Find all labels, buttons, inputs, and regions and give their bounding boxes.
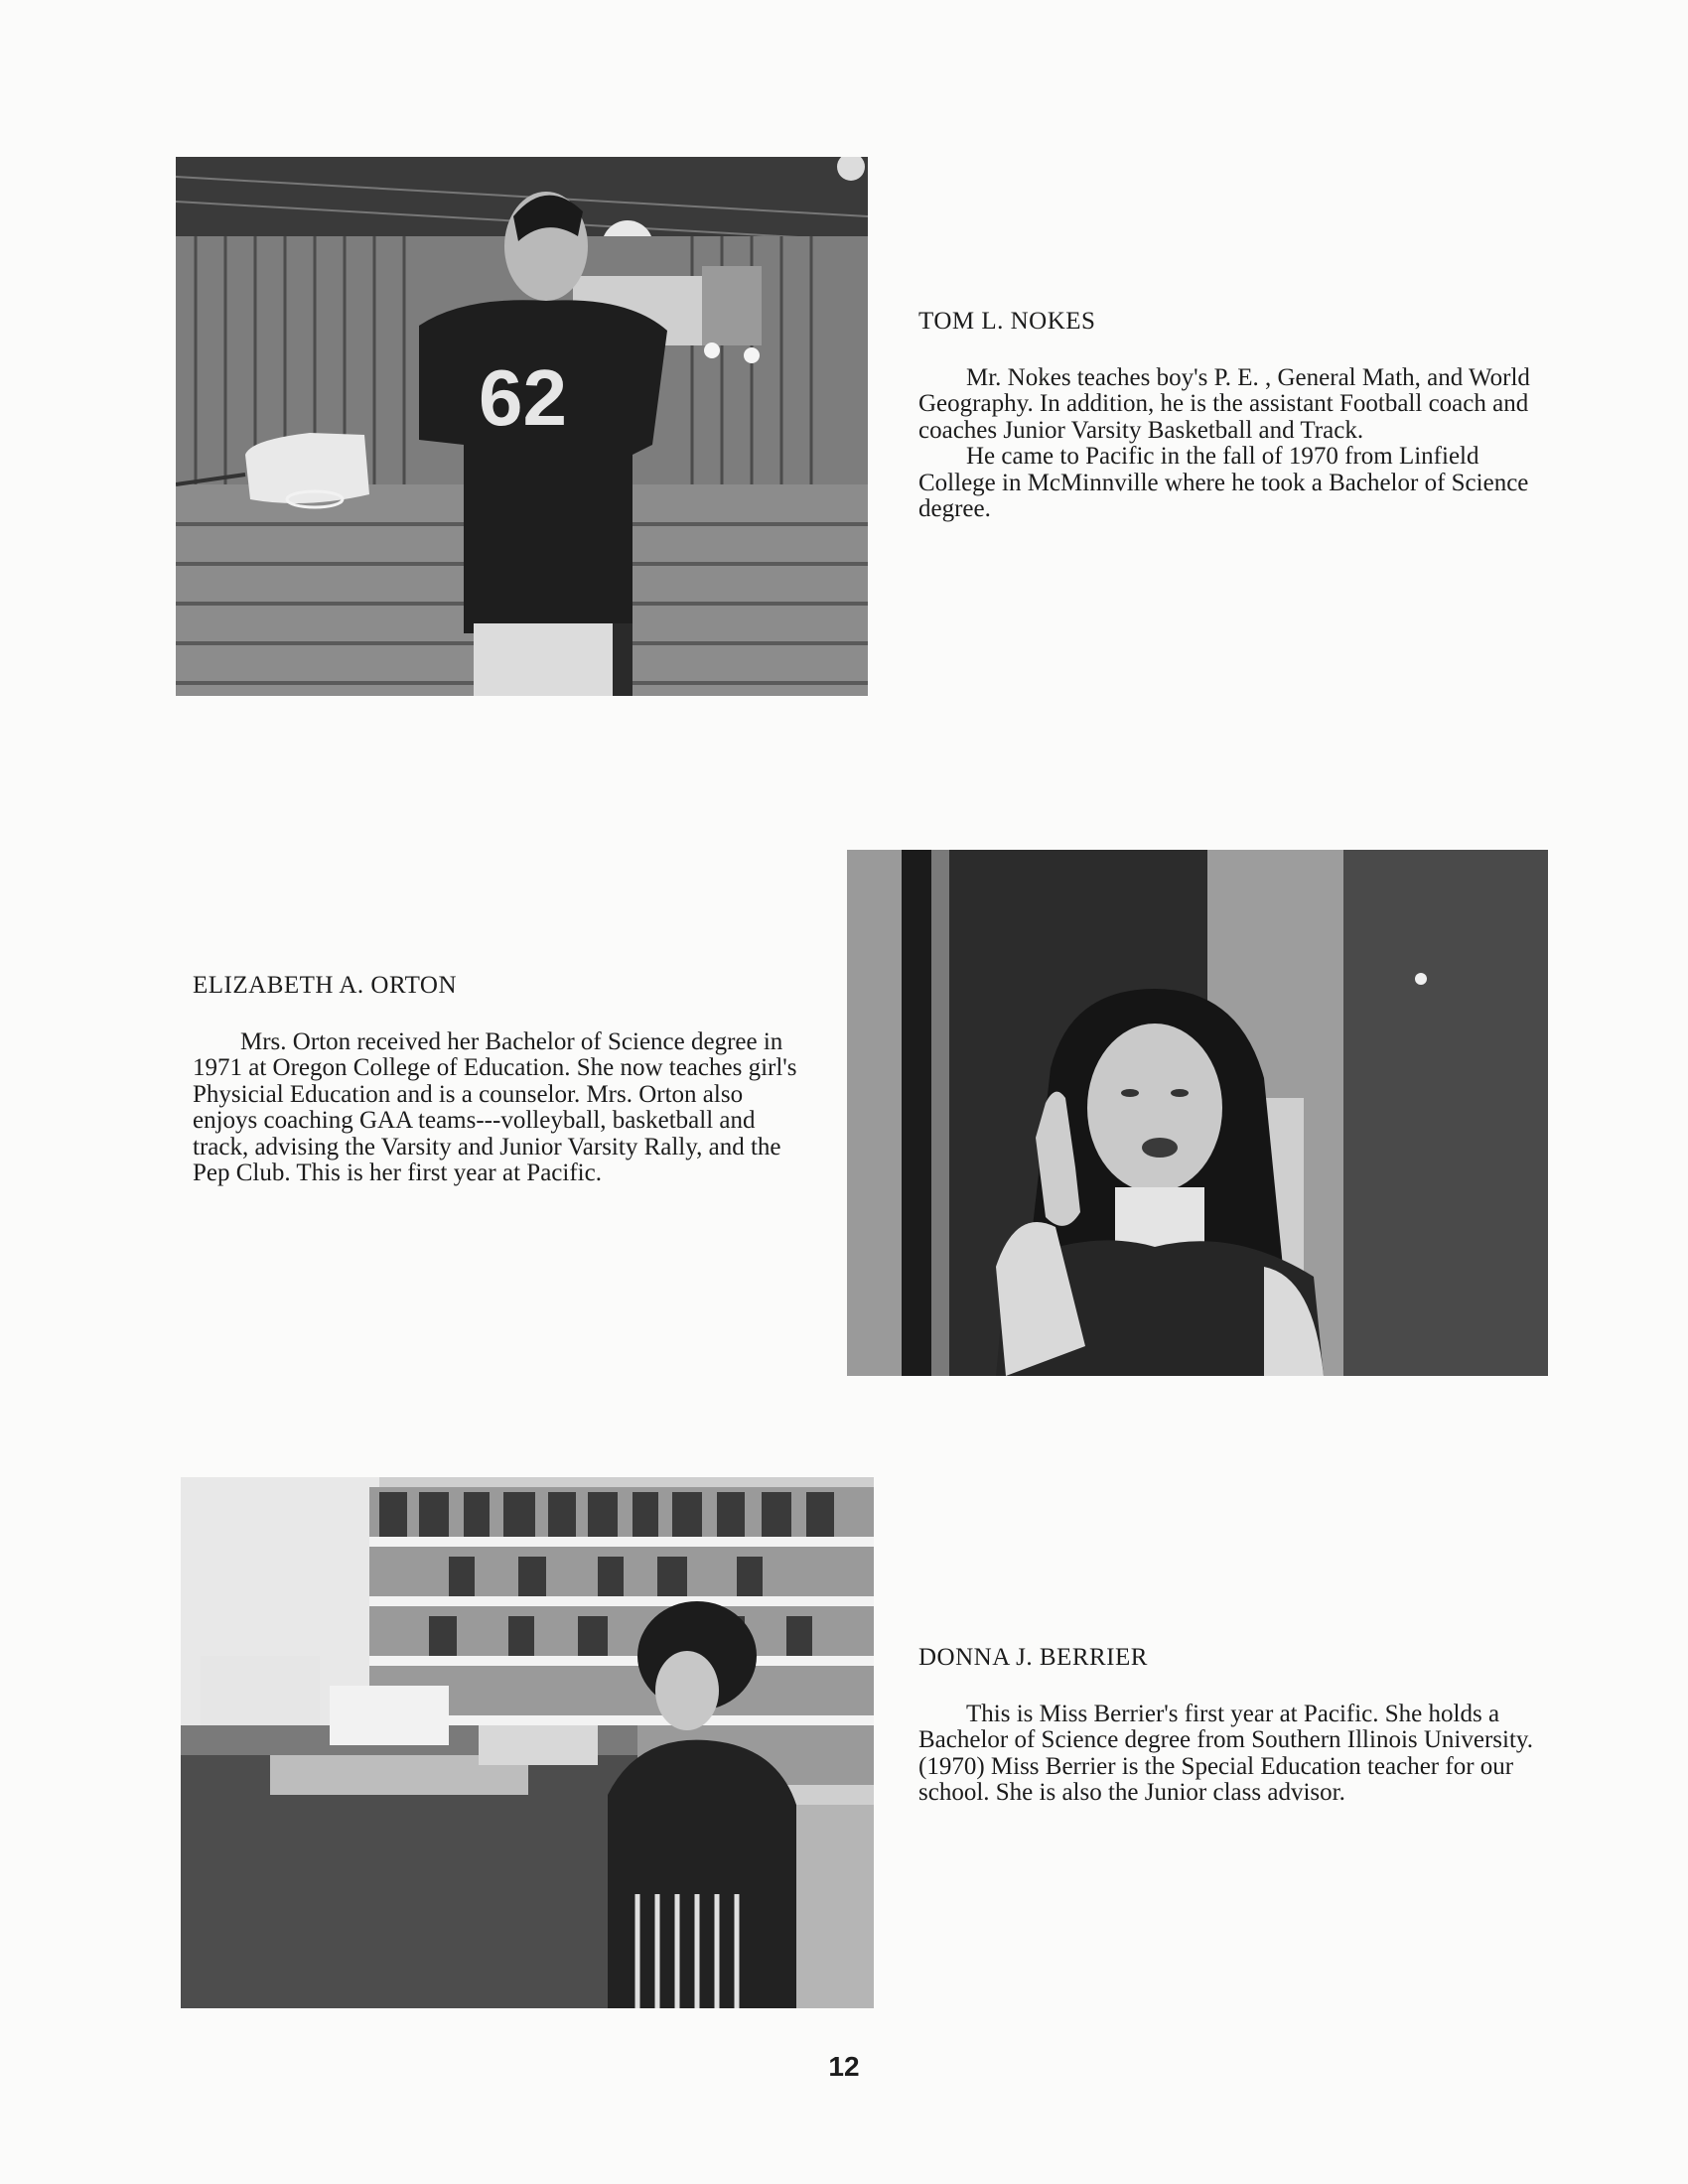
nokes-photo — [176, 157, 868, 696]
orton-bio — [193, 973, 808, 1187]
bio-paragraph: He came to Pacific in the fall of 1970 from Linfield College in McMinnville where he took a Bachelor of Science degree. — [918, 443, 1529, 522]
nokes-bio — [918, 309, 1534, 523]
bio-paragraph: Mrs. Orton received her Bachelor of Science degree in 1971 at Oregon College of Education. She now teaches girl's Physicial Education and is a counselor. Mrs. Orton also enjoys coaching GAA teams---volleyball, basketball and track, advising the Varsity and Junior Varsity Rally, and the Pep Club. This is her first year at Pacific. — [193, 1027, 797, 1186]
berrier-bio — [918, 1645, 1534, 1807]
page-number: 12 — [828, 2051, 860, 2082]
teacher-name: TOM L. NOKES — [918, 308, 1096, 335]
teacher-name: ELIZABETH A. ORTON — [193, 972, 458, 999]
bio-paragraph: This is Miss Berrier's first year at Pacific. She holds a Bachelor of Science degree from Southern Illinois University. (1970) Miss Berrier is the Special Education teacher for our school. She is also the Junior class advisor. — [918, 1700, 1534, 1806]
teacher-name: DONNA J. BERRIER — [918, 1644, 1148, 1671]
berrier-photo — [181, 1477, 874, 2008]
orton-photo — [847, 850, 1548, 1376]
bio-paragraph: Mr. Nokes teaches boy's P. E. , General Math, and World Geography. In addition, he is the assistant Football coach and coaches Junior Varsity Basketball and Track. — [918, 363, 1530, 444]
jersey-number: 62 — [479, 353, 567, 442]
